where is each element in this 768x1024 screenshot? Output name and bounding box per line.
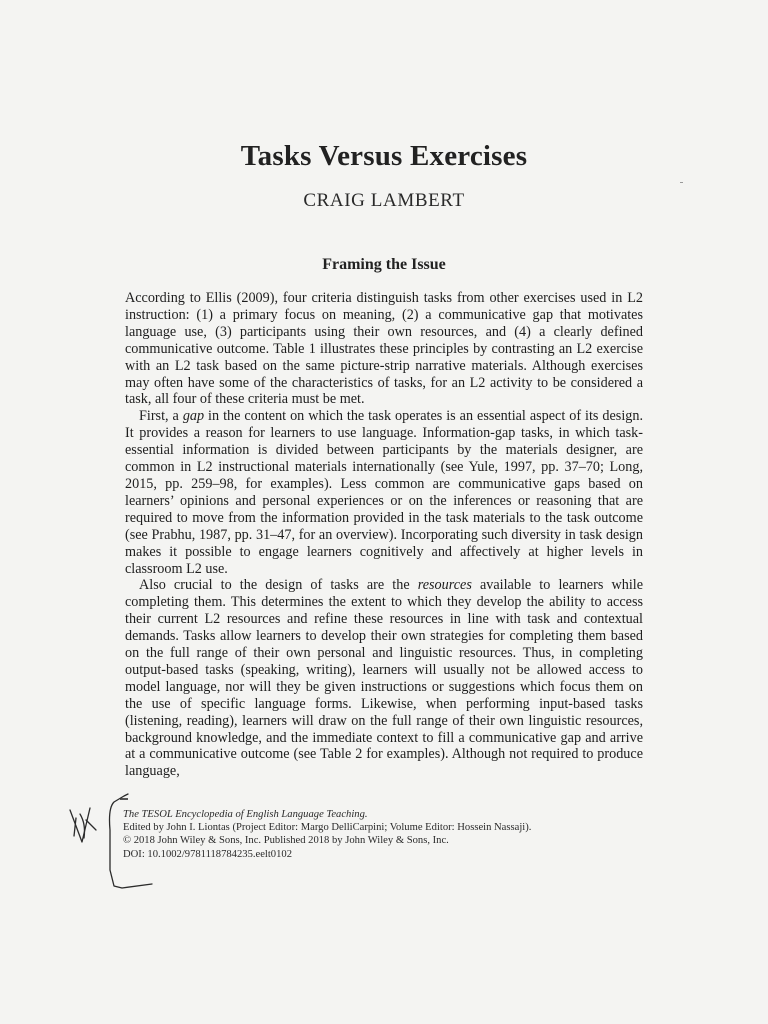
paragraph-2-start: First, a [139, 408, 183, 425]
paragraph-3-emphasis: resources [417, 577, 472, 594]
paragraph-2-emphasis: gap [182, 408, 205, 425]
paragraph-2 [125, 408, 643, 577]
article-title: Tasks Versus Exercises [240, 140, 528, 172]
footnote [123, 808, 683, 861]
paragraph-1: According to Ellis (2009), four criteria distinguish tasks from other exercises used in L2 instruction: (1) a primary focus on meaning, (2) a communicative gap that motivates language use, (3) participants using their own resources, and (4) a clearly defined communicative outcome. Table 1 illustrates these principles by contrasting an L2 exercise with an L2 task based on the same picture-strip narrative materials. Although exercises may often have some of the characteristics of tasks, for an L2 activity to be considered a task, all four of these criteria must be met. [125, 290, 643, 408]
footnote-title: The TESOL Encyclopedia of English Language Teaching. [123, 809, 368, 820]
footnote-copyright: © 2018 John Wiley & Sons, Inc. Published 2018 by John Wiley & Sons, Inc. [123, 835, 449, 847]
body-text [125, 290, 643, 780]
scan-speck [680, 182, 683, 183]
paragraph-3-rest: available to learners while completing them. This determines the extent to which they develop the ability to access their current L2 resources and refine these resources in line with task and contextual demands. Tasks allow learners to develop their own strategies for completing them based on the full range of their own personal and linguistic resources. Thus, in completing output-based tasks (speaking, writing), learners will usually not be allowed access to model language, nor will they be given instructions or suggestions which focus them on the use of specific language forms. Likewise, when performing input-based tasks (listening, reading), learners will draw on the full range of their own linguistic resources, background knowledge, and the immediate context to fill a communicative gap and arrive at a communicative outcome (see Table 2 for examples). Although not required to produce language, [125, 577, 643, 780]
section-heading: Framing the Issue [322, 256, 446, 273]
footnote-doi: DOI: 10.1002/9781118784235.eelt0102 [123, 848, 292, 860]
paragraph-3-start: Also crucial to the design of tasks are the [139, 577, 418, 594]
paragraph-3 [125, 577, 643, 780]
paragraph-2-rest: in the content on which the task operates is an essential aspect of its design. It provides a reason for learners to use language. Information-gap tasks, in which task-essential information is divided between participants by the materials designer, are common in L2 instructional materials internationally (see Yule, 1997, pp. 37–70; Long, 2015, pp. 259–98, for examples). Less common are communicative gaps based on learners’ opinions and personal experiences or on the inferences or reasoning that are required to move from the information provided in the task materials to the task outcome (see Prabhu, 1987, pp. 31–47, for an overview). Incorporating such diversity in task design makes it possible to engage learners cognitively and affectively at higher levels in classroom L2 use. [125, 408, 644, 577]
footnote-editors: Edited by John I. Liontas (Project Editor: Margo DelliCarpini; Volume Editor: Hossein Nassaji). [123, 822, 532, 834]
article-author: CRAIG LAMBERT [303, 190, 465, 211]
